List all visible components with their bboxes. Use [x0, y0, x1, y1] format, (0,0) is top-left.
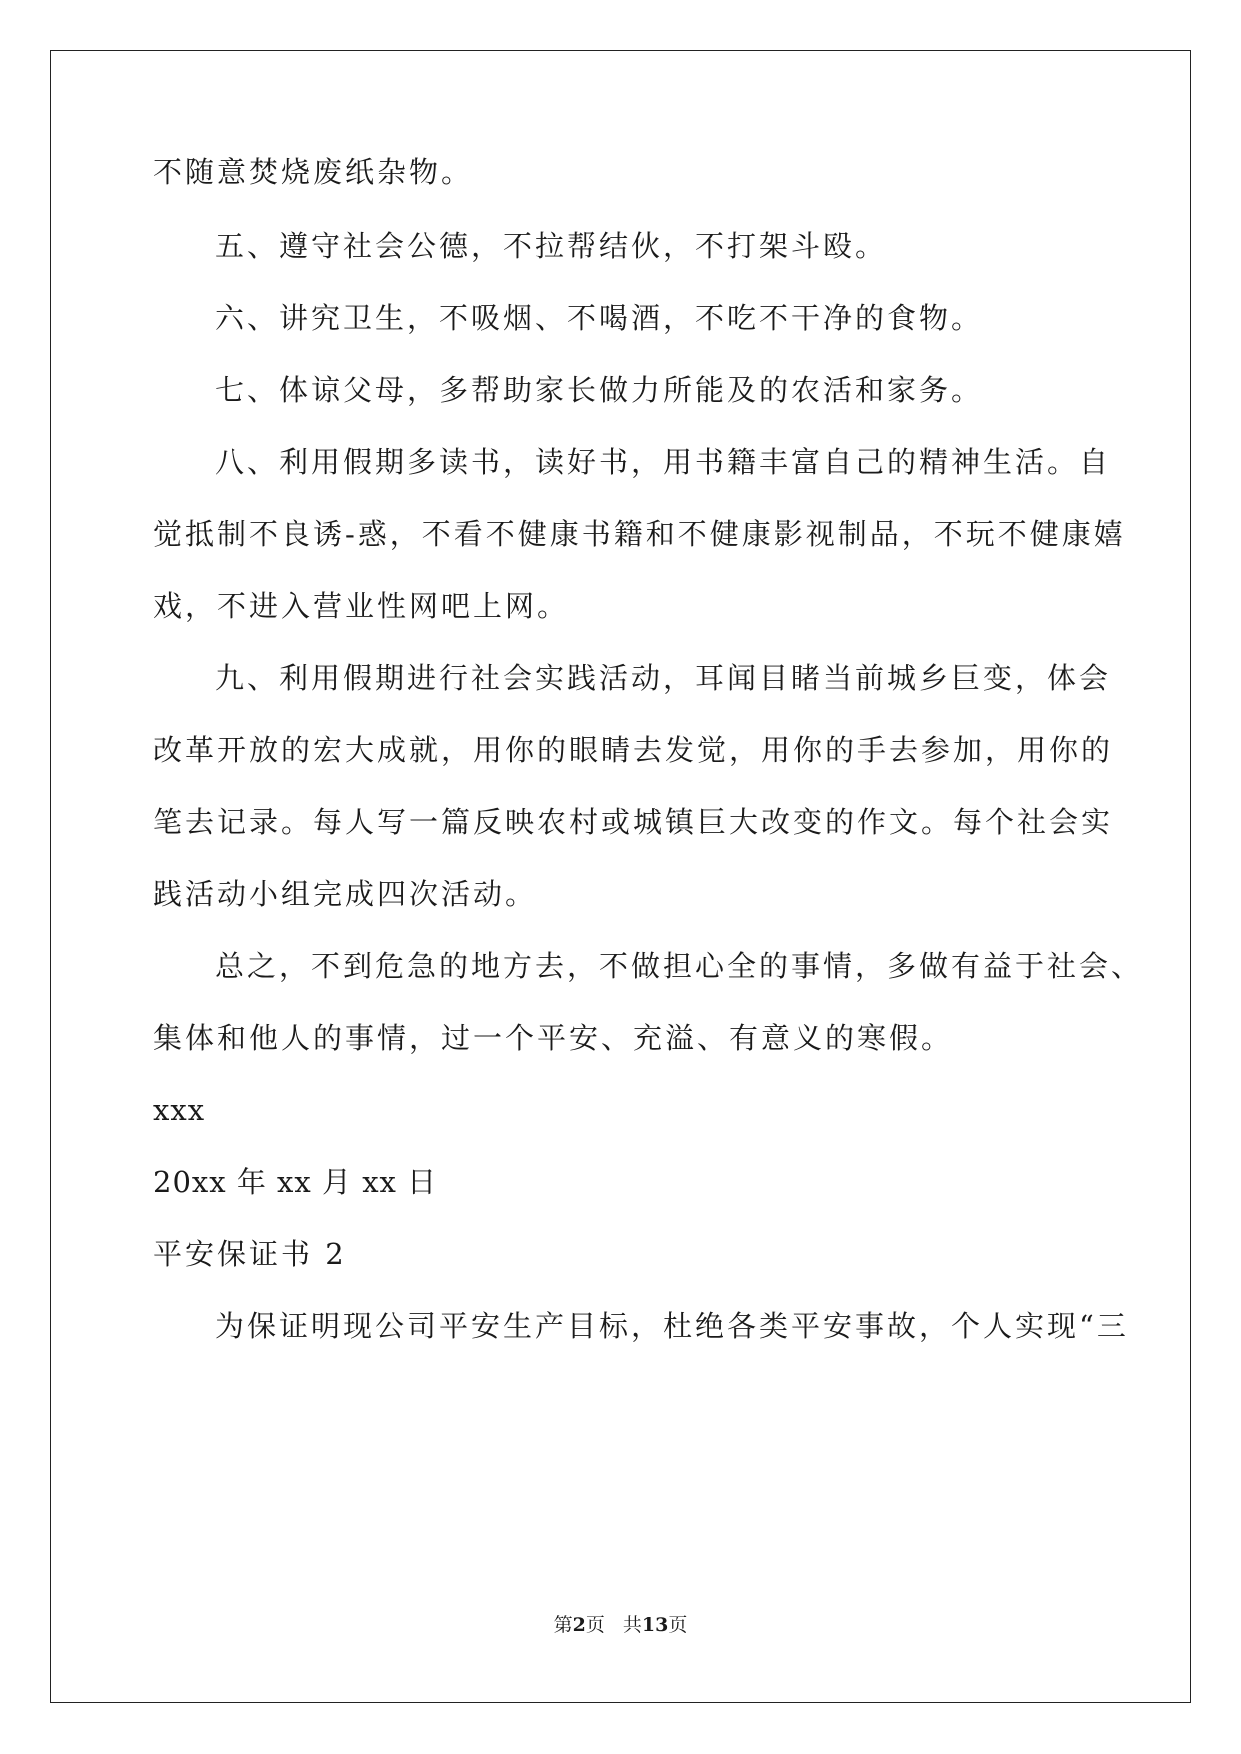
signature-name: xxx — [153, 1093, 206, 1127]
text-line: 戏，不进入营业性网吧上网。 — [153, 589, 570, 623]
text-line: 五、遵守社会公德，不拉帮结伙，不打架斗殴。 — [215, 229, 888, 263]
total-prefix: 共 — [622, 1614, 642, 1636]
page-number: 2 — [572, 1614, 586, 1636]
text-line: 践活动小组完成四次活动。 — [153, 877, 538, 911]
page-prefix: 第 — [553, 1614, 573, 1636]
text-line: 九、利用假期进行社会实践活动，耳闻目睹当前城乡巨变，体会 — [215, 661, 1112, 695]
text-line: 总之，不到危急的地方去，不做担心全的事情，多做有益于社会、 — [215, 949, 1144, 983]
text-line: 觉抵制不良诱-惑，不看不健康书籍和不健康影视制品，不玩不健康嬉 — [153, 517, 1126, 551]
total-pages: 13 — [641, 1614, 669, 1636]
text-line: 八、利用假期多读书，读好书，用书籍丰富自己的精神生活。自 — [215, 445, 1112, 479]
section-title: 平安保证书 2 — [153, 1237, 347, 1271]
text-line: 不随意焚烧废纸杂物。 — [153, 155, 474, 189]
total-suffix: 页 — [668, 1614, 688, 1636]
page-footer — [0, 1612, 1241, 1638]
text-line: 六、讲究卫生，不吸烟、不喝酒，不吃不干净的食物。 — [215, 301, 984, 335]
signature-date: 20xx 年 xx 月 xx 日 — [153, 1165, 438, 1199]
text-line: 为保证明现公司平安生产目标，杜绝各类平安事故，个人实现“三 — [215, 1309, 1129, 1343]
text-line: 笔去记录。每人写一篇反映农村或城镇巨大改变的作文。每个社会实 — [153, 805, 1114, 839]
text-line: 七、体谅父母，多帮助家长做力所能及的农活和家务。 — [215, 373, 984, 407]
page-suffix: 页 — [585, 1614, 605, 1636]
text-line: 改革开放的宏大成就，用你的眼睛去发觉，用你的手去参加，用你的 — [153, 733, 1114, 767]
text-line: 集体和他人的事情，过一个平安、充溢、有意义的寒假。 — [153, 1021, 954, 1055]
